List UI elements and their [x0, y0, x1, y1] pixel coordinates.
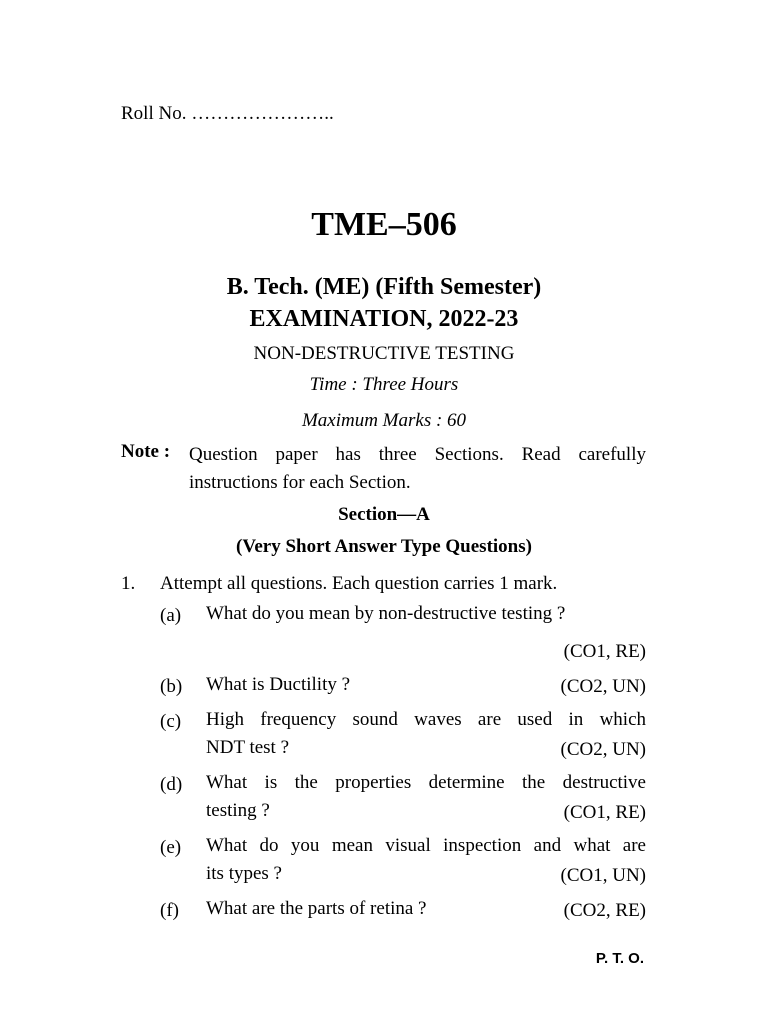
note-line-1: Question paper has three Sections. Read carefully: [189, 444, 646, 465]
part-label: (f): [160, 900, 179, 921]
part-label: (d): [160, 774, 183, 795]
co-tag: (CO1, RE): [563, 641, 646, 662]
paper-code: TME–506: [311, 206, 457, 243]
section-title: Section—A: [338, 504, 430, 525]
note-label: Note :: [121, 441, 171, 462]
part-text-line-1: What do you mean visual inspection and what are: [206, 835, 646, 856]
time-info: Time : Three Hours: [309, 374, 459, 395]
part-label: (a): [160, 605, 182, 626]
co-tag: (CO1, UN): [560, 865, 646, 886]
question-instruction: Attempt all questions. Each question carries 1 mark.: [160, 573, 558, 594]
co-tag: (CO2, UN): [560, 739, 646, 760]
part-text-line-2: testing ?: [206, 800, 270, 821]
part-text-line-2: its types ?: [206, 863, 282, 884]
max-marks: Maximum Marks : 60: [301, 410, 467, 431]
roll-number: Roll No. …………………..: [121, 103, 334, 124]
part-text: What are the parts of retina ?: [206, 898, 427, 919]
part-label: (c): [160, 711, 182, 732]
part-text: What do you mean by non-destructive testing ?: [206, 603, 566, 624]
co-tag: (CO1, RE): [563, 802, 646, 823]
part-label: (b): [160, 676, 183, 697]
section-subtitle: (Very Short Answer Type Questions): [236, 536, 532, 557]
note-line-2: instructions for each Section.: [189, 472, 411, 493]
part-text-line-1: What is the properties determine the destructive: [206, 772, 646, 793]
co-tag: (CO2, RE): [563, 900, 646, 921]
part-label: (e): [160, 837, 182, 858]
part-text: What is Ductility ?: [206, 674, 351, 695]
subject-title: NON-DESTRUCTIVE TESTING: [253, 343, 515, 364]
page-turn-marker: P. T. O.: [595, 950, 644, 967]
course-title: B. Tech. (ME) (Fifth Semester): [226, 274, 542, 300]
co-tag: (CO2, UN): [560, 676, 646, 697]
exam-title: EXAMINATION, 2022-23: [249, 306, 519, 332]
question-number: 1.: [121, 573, 136, 594]
note-text: [189, 441, 646, 497]
part-text-line-2: NDT test ?: [206, 737, 290, 758]
part-text-line-1: High frequency sound waves are used in which: [206, 709, 646, 730]
